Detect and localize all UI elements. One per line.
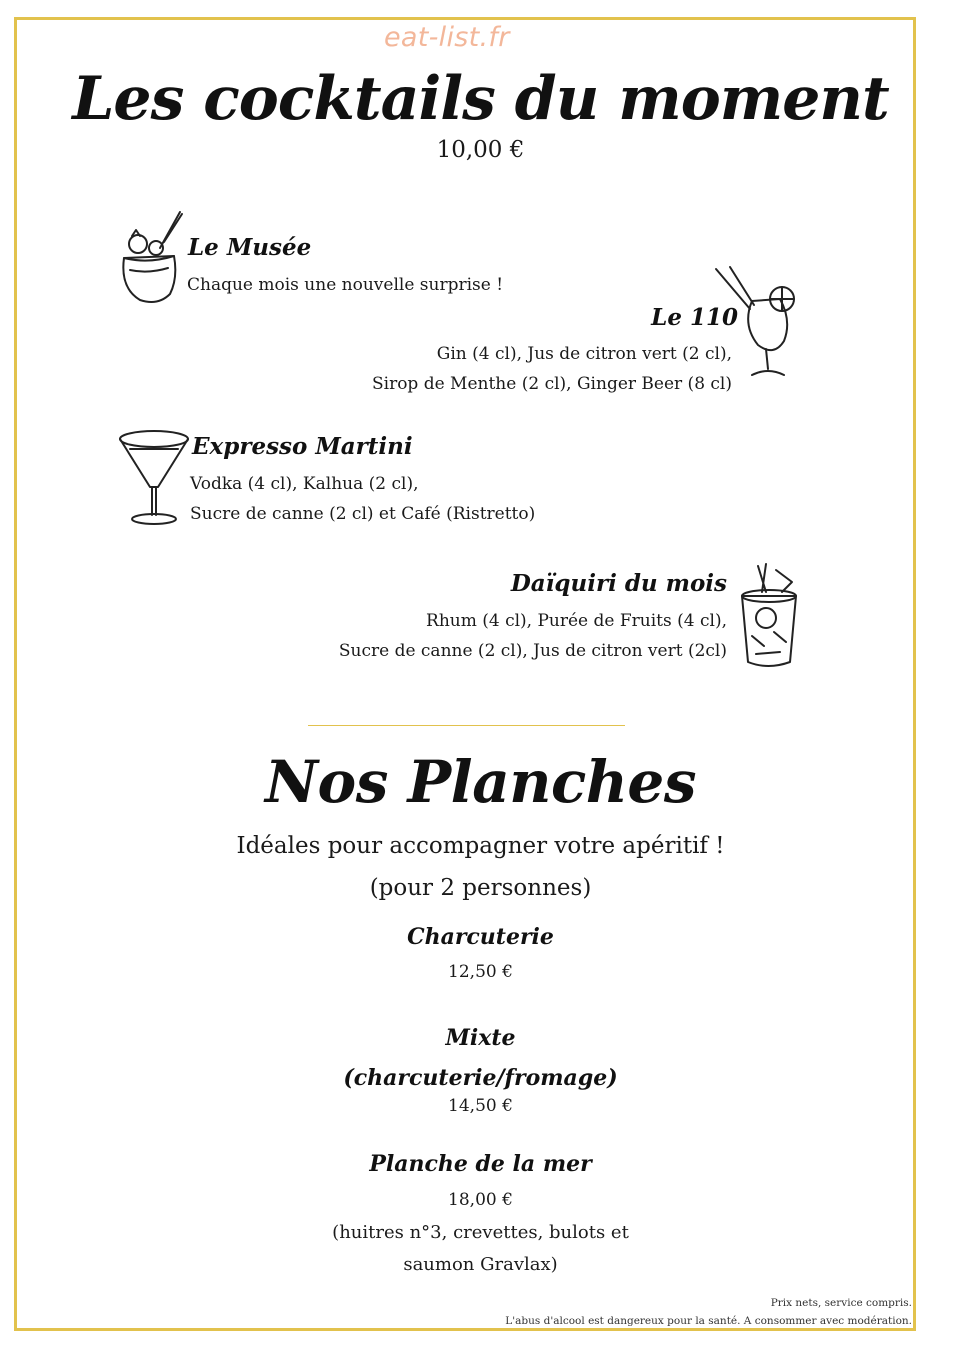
- board-name-line: (charcuterie/fromage): [343, 1065, 618, 1091]
- watermark: eat-list.fr: [384, 22, 510, 53]
- cocktail-name-le-musee: Le Musée: [188, 234, 312, 261]
- cocktails-title: Les cocktails du moment: [72, 64, 889, 134]
- board-price-planche-mer: 18,00 €: [448, 1190, 513, 1210]
- desc-line: Gin (4 cl), Jus de citron vert (2 cl),: [436, 344, 732, 364]
- subtitle-line: Idéales pour accompagner votre apéritif !: [236, 833, 725, 859]
- board-note-planche-mer: [0, 1217, 961, 1281]
- note-line: saumon Gravlax): [403, 1254, 558, 1275]
- planches-title: Nos Planches: [265, 748, 696, 816]
- cocktail-name-le-110: Le 110: [651, 304, 738, 331]
- desc-line: Sucre de canne (2 cl) et Café (Ristretto): [190, 504, 536, 524]
- hurricane-glass-icon: [712, 265, 802, 385]
- footer-prices-note: Prix nets, service compris.: [770, 1297, 912, 1309]
- cocktail-name-expresso-martini: Expresso Martini: [192, 433, 413, 460]
- board-name-planche-mer: Planche de la mer: [369, 1151, 592, 1177]
- planches-subtitle: [0, 825, 961, 909]
- martini-glass-icon: [116, 425, 196, 530]
- board-name-charcuterie: Charcuterie: [407, 924, 554, 950]
- subtitle-line: (pour 2 personnes): [369, 875, 592, 901]
- cocktail-desc-le-110: [372, 339, 732, 399]
- tumbler-glass-icon: [736, 562, 806, 672]
- note-line: (huitres n°3, crevettes, bulots et: [332, 1222, 629, 1243]
- board-price-mixte: 14,50 €: [448, 1096, 513, 1116]
- board-name-mixte: [0, 1018, 961, 1098]
- desc-line: Chaque mois une nouvelle surprise !: [187, 275, 504, 295]
- fruit-glass-icon: [118, 208, 188, 308]
- desc-line: Vodka (4 cl), Kalhua (2 cl),: [190, 474, 419, 494]
- desc-line: Sirop de Menthe (2 cl), Ginger Beer (8 cl): [371, 374, 732, 394]
- cocktail-name-daiquiri: Daïquiri du mois: [510, 570, 727, 597]
- section-divider: [308, 725, 625, 726]
- board-price-charcuterie: 12,50 €: [448, 962, 513, 982]
- cocktail-desc-expresso-martini: [190, 469, 535, 529]
- cocktail-desc-daiquiri: [339, 606, 727, 666]
- desc-line: Rhum (4 cl), Purée de Fruits (4 cl),: [426, 611, 727, 631]
- cocktails-price: 10,00 €: [436, 137, 525, 163]
- board-name-line: Mixte: [445, 1025, 516, 1051]
- cocktail-desc-le-musee: [187, 270, 503, 300]
- footer-alcohol-warning: L'abus d'alcool est dangereux pour la santé. A consommer avec modération.: [505, 1315, 912, 1327]
- desc-line: Sucre de canne (2 cl), Jus de citron vert (2cl): [338, 641, 727, 661]
